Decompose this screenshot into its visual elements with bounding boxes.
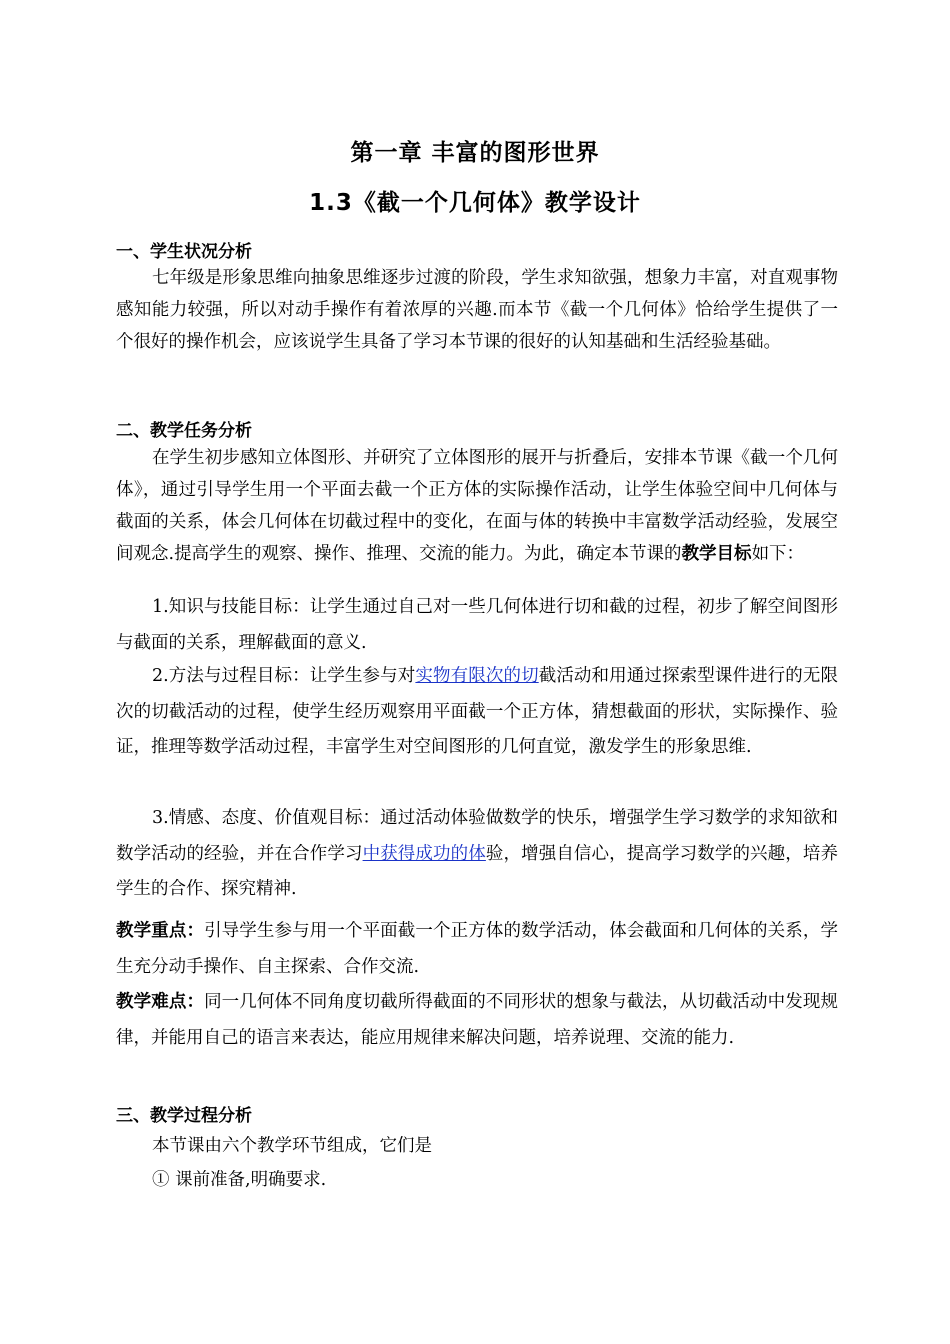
goal-item-2-link[interactable]: 实物有限次的切 — [415, 666, 539, 686]
section1-heading: 一、学生状况分析 — [116, 242, 252, 262]
goal-item-1: 1.知识与技能目标：让学生通过自己对一些几何体进行切和截的过程，初步了解空间图形与截面的关系，理解截面的意义. — [116, 597, 838, 653]
goal-item-3-link[interactable]: 中获得成功的体 — [362, 843, 486, 864]
section2-text: 在学生初步感知立体图形、并研究了立体图形的展开与折叠后，安排本节课《截一个几何体》，通过引导学生用一个平面去截一个正方体的实际操作活动，让学生体验空间中几何体与截面的关系，体会几何体在切截过程中的变化，在面与体的转换中丰富数学活动经验，发展空间观念.提高学生的观察、操作、推理、交流的能力。为此，确定本节课的 — [116, 448, 838, 564]
key-point-text: 引导学生参与用一个平面截一个正方体的数学活动，体会截面和几何体的关系，学生充分动手操作、自主探索、合作交流. — [116, 921, 838, 977]
difficult-point — [116, 985, 838, 1056]
section2-heading: 二、教学任务分析 — [116, 421, 252, 441]
section2-paragraph — [116, 442, 838, 570]
key-point — [116, 914, 838, 985]
process-step-1: ① 课前准备,明确要求. — [152, 1170, 327, 1190]
section3-intro: 本节课由六个教学环节组成，它们是 — [152, 1136, 432, 1156]
goal-item-2-pre: 2.方法与过程目标：让学生参与对 — [152, 666, 416, 686]
teaching-goal-suffix: 如下： — [751, 544, 805, 564]
goal-item-3-post: 验，增强自信心，提高学习数学的兴趣，培养学生的合作、探究精神. — [116, 843, 839, 899]
goal-item-3 — [116, 801, 838, 908]
difficult-point-label: 教学难点： — [116, 992, 205, 1012]
chapter-title: 第一章 丰富的图形世界 — [350, 140, 600, 166]
key-point-label: 教学重点： — [116, 921, 205, 941]
difficult-point-text: 同一几何体不同角度切截所得截面的不同形状的想象与截法，从切截活动中发现规律，并能用自己的语言来表达，能应用规律来解决问题，培养说理、交流的能力. — [116, 992, 838, 1048]
lesson-title: 1.3《截一个几何体》教学设计 — [309, 190, 641, 216]
goal-item-2-post: 截活动和用通过探索型课件进行的无限次的切截活动的过程，使学生经历观察用平面截一个正方体，猜想截面的形状，实际操作、验证，推理等数学活动过程，丰富学生对空间图形的几何直觉，激发学生的形象思维. — [116, 666, 839, 757]
goal-item-3-pre: 3.情感、态度、价值观目标：通过活动体验做数学的快乐，增强学生学习数学的求知欲和数学活动的经验，并在合作学习 — [116, 808, 838, 864]
teaching-goal-label: 教学目标 — [681, 544, 752, 564]
section3-heading: 三、教学过程分析 — [116, 1106, 252, 1126]
goal-item-2 — [116, 659, 838, 766]
section1-paragraph: 七年级是形象思维向抽象思维逐步过渡的阶段，学生求知欲强，想象力丰富，对直观事物感知能力较强，所以对动手操作有着浓厚的兴趣.而本节《截一个几何体》恰给学生提供了一个很好的操作机会，应该说学生具备了学习本节课的很好的认知基础和生活经验基础。 — [116, 268, 838, 352]
